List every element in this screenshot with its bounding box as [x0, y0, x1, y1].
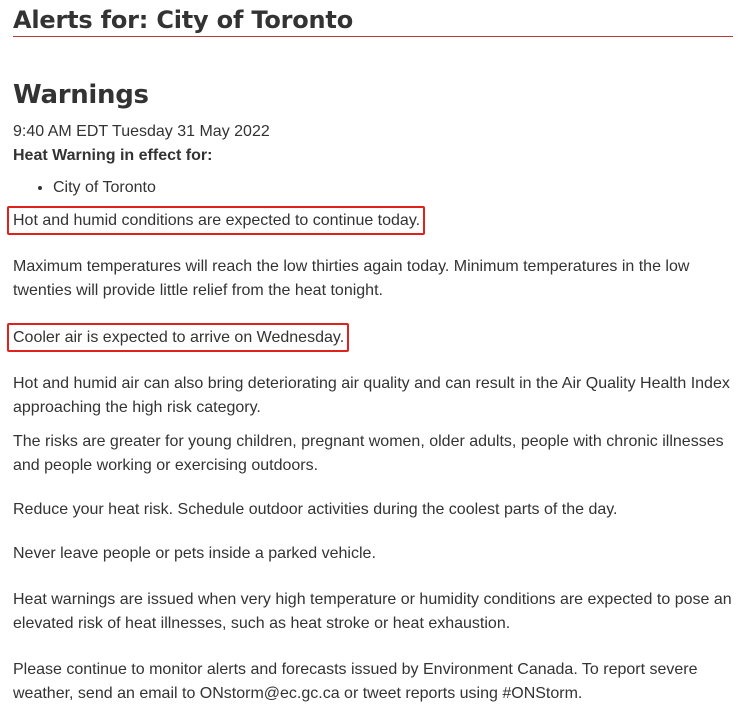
- warning-paragraph: The risks are greater for young children, pregnant women, older adults, people with chronic illnesses and people working or exercising outdoors.: [13, 433, 724, 474]
- warning-paragraph: [13, 323, 733, 352]
- location-list: [13, 176, 733, 200]
- alerts-page: [13, 0, 733, 706]
- warning-paragraph: [13, 206, 733, 235]
- highlighted-text: Hot and humid conditions are expected to continue today.: [7, 206, 425, 235]
- warning-paragraph: Reduce your heat risk. Schedule outdoor activities during the coolest parts of the day.: [13, 501, 618, 518]
- warning-label: Heat Warning in effect for:: [13, 147, 213, 164]
- warnings-heading: Warnings: [13, 80, 149, 110]
- warning-paragraph: Maximum temperatures will reach the low thirties again today. Minimum temperatures in the low twenties will provide little relief from the heat tonight.: [13, 258, 690, 299]
- warning-paragraph: Hot and humid air can also bring deteriorating air quality and can result in the Air Quality Health Index approaching the high risk category.: [13, 375, 730, 416]
- location-item: • City of Toronto: [53, 176, 733, 200]
- title-divider: [13, 36, 733, 37]
- warning-paragraph: Never leave people or pets inside a parked vehicle.: [13, 545, 376, 562]
- warning-paragraph: Heat warnings are issued when very high temperature or humidity conditions are expected to pose an elevated risk of heat illnesses, such as heat stroke or heat exhaustion.: [13, 591, 732, 632]
- warning-paragraph: Please continue to monitor alerts and forecasts issued by Environment Canada. To report severe weather, send an email to ONstorm@ec.gc.ca or tweet reports using #ONStorm.: [13, 661, 698, 702]
- warning-timestamp: 9:40 AM EDT Tuesday 31 May 2022: [13, 123, 270, 140]
- highlighted-text: Cooler air is expected to arrive on Wednesday.: [7, 323, 349, 352]
- page-title: Alerts for: City of Toronto: [13, 6, 353, 34]
